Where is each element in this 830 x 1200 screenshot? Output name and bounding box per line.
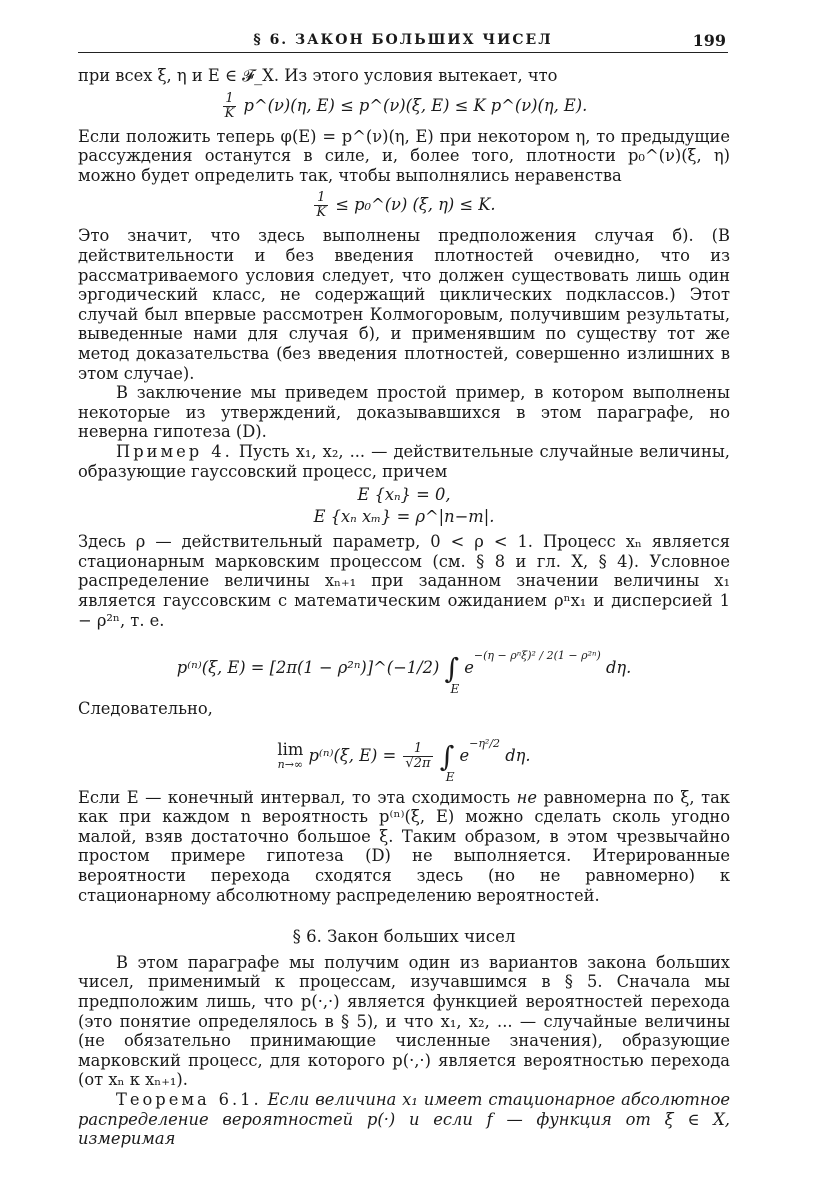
emphasis-not: не	[516, 787, 537, 807]
integral-sign: ∫ E	[440, 740, 455, 773]
formula-2	[78, 191, 730, 220]
paragraph-1: при всех ξ, η и E ∈ 𝓕_X. Из этого условия вытекает, что	[78, 66, 558, 85]
paragraph-5	[78, 442, 730, 481]
paragraph-10	[78, 1090, 730, 1149]
formula-6-fraction: $\frac{1}{√2\pi}$	[405, 741, 431, 772]
formula-6-right: dη.	[505, 746, 531, 766]
formula-2-fraction: $\frac{1}{K}$	[316, 190, 327, 221]
page-body	[78, 66, 730, 1149]
formula-5-exponent: −(η − ρⁿξ)² / 2(1 − ρ²ⁿ)	[473, 649, 601, 663]
section-title: § 6. Закон больших чисел	[292, 927, 516, 947]
paragraph-2: Если положить теперь φ(E) = p^(ν)(η, E) при некотором η, то предыдущие рассуждения останутся в силе, и, более того, плотности p₀^(ν)(ξ, η) можно будет определить так, чтобы выполнялись неравенства	[78, 126, 730, 185]
theorem-label: Теорема 6.1.	[116, 1089, 262, 1109]
paragraph-5-text: Пусть x₁, x₂, ... — действительные случайные величины, образующие гауссовский процесс, причем	[78, 441, 730, 481]
example-label: Пример 4.	[116, 441, 233, 461]
formula-1-fraction: $\frac{1}{K}$	[224, 90, 235, 121]
paragraph-6: Здесь ρ — действительный параметр, 0 < ρ < 1. Процесс xₙ является стационарным марковским процессом (см. § 8 и гл. X, § 4). Условное распределение величины xₙ₊₁ при заданном значении величины x₁ является гауссовским с математическим ожиданием ρⁿx₁ и дисперсией 1 − ρ²ⁿ, т. е.	[78, 532, 730, 630]
running-title: § 6. ЗАКОН БОЛЬШИХ ЧИСЕЛ	[253, 32, 553, 48]
formula-1-body: p^(ν)(η, E) ≤ p^(ν)(ξ, E) ≤ K p^(ν)(η, E).	[243, 95, 588, 115]
theorem-text: Если величина x₁ имеет стационарное абсолютное распределение вероятностей p(·) и если f — функция от ξ ∈ X, измеримая	[78, 1089, 731, 1149]
formula-5-left: p⁽ⁿ⁾(ξ, E) = [2π(1 − ρ²ⁿ)]^(−1/2)	[176, 658, 440, 678]
integral-sign: ∫ E	[445, 652, 460, 685]
paragraph-3: Это значит, что здесь выполнены предположения случая б). (В действительности и без введения плотностей очевидно, что из рассматриваемого условия следует, что должен существовать лишь один эргодический класс, не содержащий циклических подклассов.) Этот случай был впервые рассмотрен Колмогоровым, получившим результаты, выведенные нами для случая б), и применявшим по существу тот же метод доказательства (без введения плотностей, совершенно излишних в этом случае).	[78, 226, 730, 383]
formula-1	[78, 92, 730, 121]
formula-3: E {xₙ} = 0,	[357, 485, 451, 505]
paragraph-9: В этом параграфе мы получим один из вариантов закона больших чисел, применимый к процессам, изучавшимся в § 5. Сначала мы предположим лишь, что p(·,·) является функцией вероятностей перехода (это понятие определялось в § 5), и что x₁, x₂, ... — случайные величины (не обязательно принимающие численные значения), образующие марковский процесс, для которого p(·,·) является вероятностью перехода (от xₙ к xₙ₊₁).	[78, 952, 730, 1090]
formula-6-integration-set: E	[445, 769, 455, 784]
paragraph-4: В заключение мы приведем простой пример, в котором выполнены некоторые из утверждений, доказывавшихся в этом параграфе, но неверна гипотеза (D).	[78, 383, 730, 442]
formula-6-mid: p⁽ⁿ⁾(ξ, E) =	[308, 746, 397, 766]
formula-6-exponent: −η²/2	[469, 737, 501, 751]
paragraph-7: Следовательно,	[78, 698, 213, 718]
formula-5-integration-set: E	[450, 681, 460, 696]
page-number: 199	[692, 31, 726, 50]
formula-4: E {xₙ xₘ} = ρ^|n−m|.	[313, 506, 495, 526]
limit-operator: lim n→∞	[277, 739, 304, 771]
formula-5: p⁽ⁿ⁾(ξ, E) = [2π(1 − ρ²ⁿ)]^(−1/2) ∫ E $e^{-(\eta - \rho^n\xi)^2 / 2(1 - \rho^{2n})}$ dη.	[78, 646, 730, 678]
formula-2-body: ≤ p₀^(ν) (ξ, η) ≤ K.	[335, 195, 496, 215]
page-header	[78, 30, 728, 53]
formula-6: lim n→∞ p⁽ⁿ⁾(ξ, E) = $\frac{1}{√2\pi}$ ∫ E $e^{-\eta^2/2}$ dη.	[78, 734, 730, 772]
paragraph-8: Если E — конечный интервал, то эта сходимость не равномерна по ξ, так как при каждом n вероятность p⁽ⁿ⁾(ξ, E) можно сделать сколь угодно малой, взяв достаточно большое ξ. Таким образом, в этом чрезвычайно простом примере гипотеза (D) не выполняется. Итерированные вероятности перехода сходятся здесь (но не равномерно) к стационарному абсолютному распределению вероятностей.	[78, 787, 730, 905]
formula-5-right: dη.	[605, 658, 632, 678]
